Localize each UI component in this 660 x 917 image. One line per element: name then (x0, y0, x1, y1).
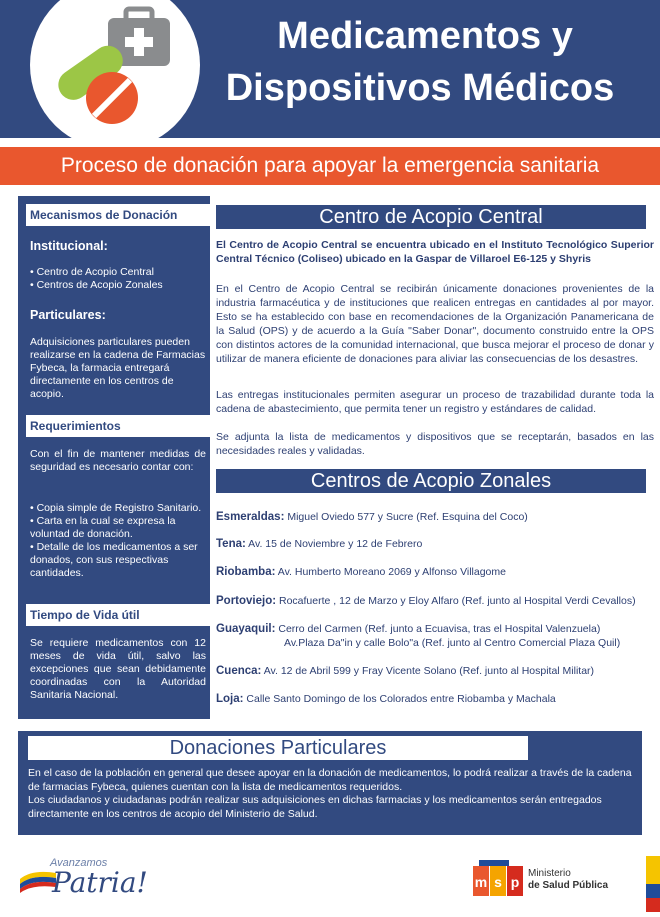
central-paragraph-1: En el Centro de Acopio Central se recibirán únicamente donaciones provenientes de la industria farmacéutica y de instituciones que realicen entregas en cantidades al por mayor. Esto se ha establecido con base en recomendaciones de la Organización Panamericana de la Salud (OPS) y de acuerdo a la Guía "Saber Donar", documento construido entre la OPS con distintos actores de la comunidad internacional, que busca mejorar el proceso de donar y utilizar de manera eficiente de donaciones para aliviar las consecuencias de los desastres. (216, 283, 654, 365)
zone-address: Miguel Oviedo 577 y Sucre (Ref. Esquina del Coco) (287, 511, 528, 523)
central-banner (216, 205, 646, 229)
tiempo-title: Tiempo de Vida útil (26, 604, 210, 626)
list-item: • Centros de Acopio Zonales (30, 279, 163, 291)
page-title-line2: Dispositivos Médicos (225, 67, 615, 109)
list-item: • Carta en la cual se expresa la voluntad de donación. (30, 515, 176, 540)
logo-circle (30, 0, 200, 150)
page-title-line1: Medicamentos y (277, 15, 573, 57)
ministerio-line1: Ministerio (528, 868, 571, 879)
particulares-paragraph-1: En el caso de la población en general que desee apoyar en la donación de medicamentos, lo podrá realizar a través de la cadena de farmacias Fybeca, quienes cuentan con la lista de medicamentos requeridos. (28, 767, 632, 793)
msp-letter: m (474, 874, 488, 890)
list-item: • Centro de Acopio Central (30, 266, 154, 278)
zone-city: Guayaquil: (216, 623, 276, 635)
particulares-text: Adquisiciones particulares pueden realizarse en la cadena de Farmacias Fybeca, la farmacia entregará directamente en los centros de acopio. (30, 336, 206, 400)
mecanismos-title: Mecanismos de Donación (26, 204, 210, 226)
list-item: • Copia simple de Registro Sanitario. (30, 502, 202, 514)
particulares-banner: Donaciones Particulares (28, 736, 528, 760)
central-paragraph-3: Se adjunta la lista de medicamentos y dispositivos que se receptarán, basados en las necesidades reales y validadas. (216, 431, 654, 457)
flag-stripe-icon (646, 856, 660, 917)
msp-letter: s (494, 874, 502, 890)
zonales-banner (216, 469, 646, 493)
tiempo-text: Se requiere medicamentos con 12 meses de vida útil, salvo las excepciones que sean debidamente coordinadas con la Autoridad Sanitaria Nacional. (30, 637, 206, 701)
zone-address: Av. 15 de Noviembre y 12 de Febrero (248, 538, 423, 550)
particulares-body (28, 767, 632, 821)
zone-tena (216, 537, 656, 551)
zone-address: Calle Santo Domingo de los Colorados entre Riobamba y Machala (246, 693, 556, 705)
msp-letter: p (510, 874, 520, 890)
slogan-small: Avanzamos (50, 857, 108, 869)
slogan-big: Patria! (52, 866, 148, 899)
particulares-paragraph-2: Los ciudadanos y ciudadanas podrán realizar sus adquisiciones en dichas farmacias y los medicamentos serán entregados directamente en los centros de acopio del Ministerio de Salud. (28, 794, 602, 820)
msp-logo (473, 860, 525, 905)
ministerio-line2: de Salud Pública (528, 880, 609, 891)
zone-cuenca (216, 664, 656, 678)
central-intro: El Centro de Acopio Central se encuentra ubicado en el Instituto Tecnológico Superior Central Técnico (Coliseo) ubicado en la Gaspar de Villaroel E6-125 y Shyris (216, 239, 654, 265)
zonales-banner-label: Centros de Acopio Zonales (216, 469, 646, 493)
page-subtitle: Proceso de donación para apoyar la emergencia sanitaria (60, 154, 600, 177)
zone-city: Tena: (216, 538, 246, 550)
zone-guayaquil (216, 622, 656, 636)
zone-city: Loja: (216, 693, 244, 705)
institucional-heading: Institucional: (30, 239, 108, 253)
zone-address: Av. Humberto Moreano 2069 y Alfonso Villagome (277, 566, 506, 578)
requerimientos-intro: Con el fin de mantener medidas de seguridad es necesario contar con: (30, 448, 206, 473)
zone-address: Av. 12 de Abril 599 y Fray Vicente Solano (Ref. junto al Hospital Militar) (263, 665, 595, 677)
requerimientos-title: Requerimientos (26, 415, 210, 437)
list-item: • Detalle de los medicamentos a ser donados, con sus respectivas cantidades. (30, 541, 198, 579)
medicine-icon (30, 0, 200, 150)
zone-loja (216, 692, 656, 706)
zone-address: Rocafuerte , 12 de Marzo y Eloy Alfaro (Ref. junto al Hospital Verdi Cevallos) (278, 595, 636, 607)
zone-city: Riobamba: (216, 566, 276, 578)
zone-city: Esmeraldas: (216, 511, 285, 523)
zone-esmeraldas (216, 510, 656, 524)
ministerio-label (528, 868, 608, 892)
institucional-list (30, 266, 206, 292)
central-banner-label: Centro de Acopio Central (216, 205, 646, 229)
zone-riobamba (216, 565, 656, 579)
left-sidebar (18, 196, 210, 719)
zone-city: Portoviejo: (216, 595, 277, 607)
particulares-heading: Particulares: (30, 308, 106, 322)
zone-portoviejo (216, 594, 656, 608)
requerimientos-list (30, 502, 206, 580)
zone-city: Cuenca: (216, 665, 262, 677)
central-paragraph-2: Las entregas institucionales permiten asegurar un proceso de trazabilidad durante toda la cadena de abastecimiento, que permita tener un registro y estándares de calidad. (216, 389, 654, 415)
zone-guayaquil-2: Av.Plaza Da"in y calle Bolo"a (Ref. junto al Centro Comercial Plaza Quil) (284, 637, 621, 649)
particulares-section (18, 731, 642, 835)
zone-address: Cerro del Carmen (Ref. junto a Ecuavisa, tras el Hospital Valenzuela) (278, 623, 601, 635)
